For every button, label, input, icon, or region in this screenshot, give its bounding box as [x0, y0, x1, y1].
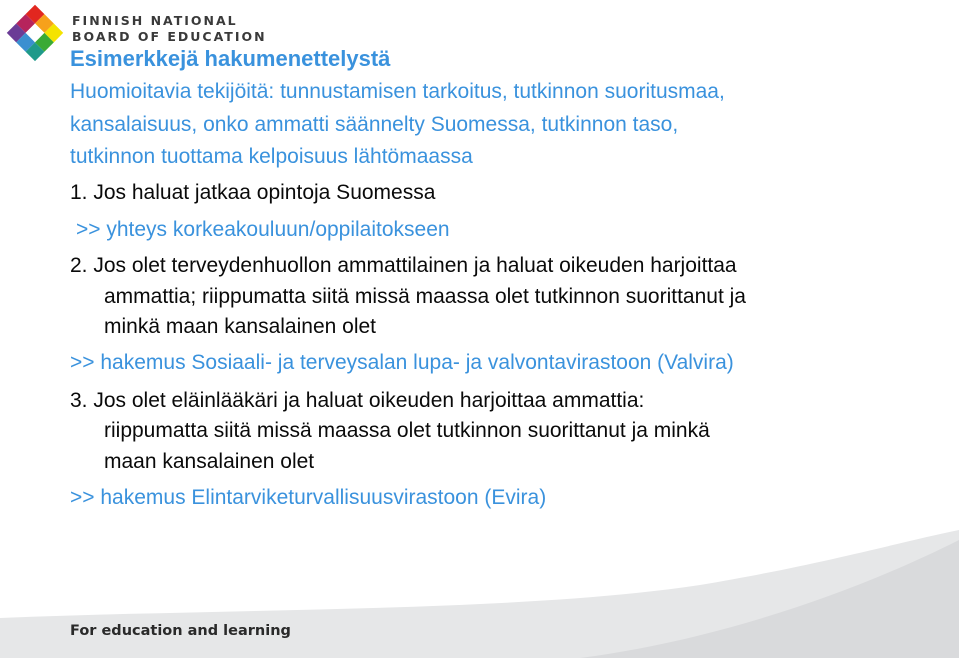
intro-line: tutkinnon tuottama kelpoisuus lähtömaassa: [70, 145, 473, 168]
item-2-text: ammattia; riippumatta siitä missä maassa olet tutkinnon suorittanut ja: [104, 285, 746, 308]
item-3-text: riippumatta siitä missä maassa olet tutkinnon suorittanut ja minkä: [104, 419, 710, 442]
item-3-result: >> hakemus Elintarviketurvallisuusvirastoon (Evira): [70, 486, 547, 509]
item-1-result: >> yhteys korkeakouluun/oppilaitokseen: [76, 218, 450, 241]
footer-tagline: For education and learning: [70, 623, 291, 639]
item-3-text: 3. Jos olet eläinlääkäri ja haluat oikeuden harjoittaa ammattia:: [70, 389, 645, 412]
organization-name-line1: FINNISH NATIONAL: [72, 13, 238, 28]
organization-name-line2: BOARD OF EDUCATION: [72, 29, 267, 44]
intro-line: Huomioitavia tekijöitä: tunnustamisen tarkoitus, tutkinnon suoritusmaa,: [70, 80, 725, 103]
item-2-text: 2. Jos olet terveydenhuollon ammattilainen ja haluat oikeuden harjoittaa: [70, 254, 737, 277]
slide-title: Esimerkkejä hakumenettelystä: [70, 46, 391, 71]
item-2-result: >> hakemus Sosiaali- ja terveysalan lupa- ja valvontavirastoon (Valvira): [70, 351, 734, 374]
item-1-text: 1. Jos haluat jatkaa opintoja Suomessa: [70, 181, 436, 204]
item-2-text: minkä maan kansalainen olet: [104, 315, 376, 338]
item-3-text: maan kansalainen olet: [104, 450, 315, 473]
intro-line: kansalaisuus, onko ammatti säännelty Suomessa, tutkinnon taso,: [70, 113, 679, 136]
